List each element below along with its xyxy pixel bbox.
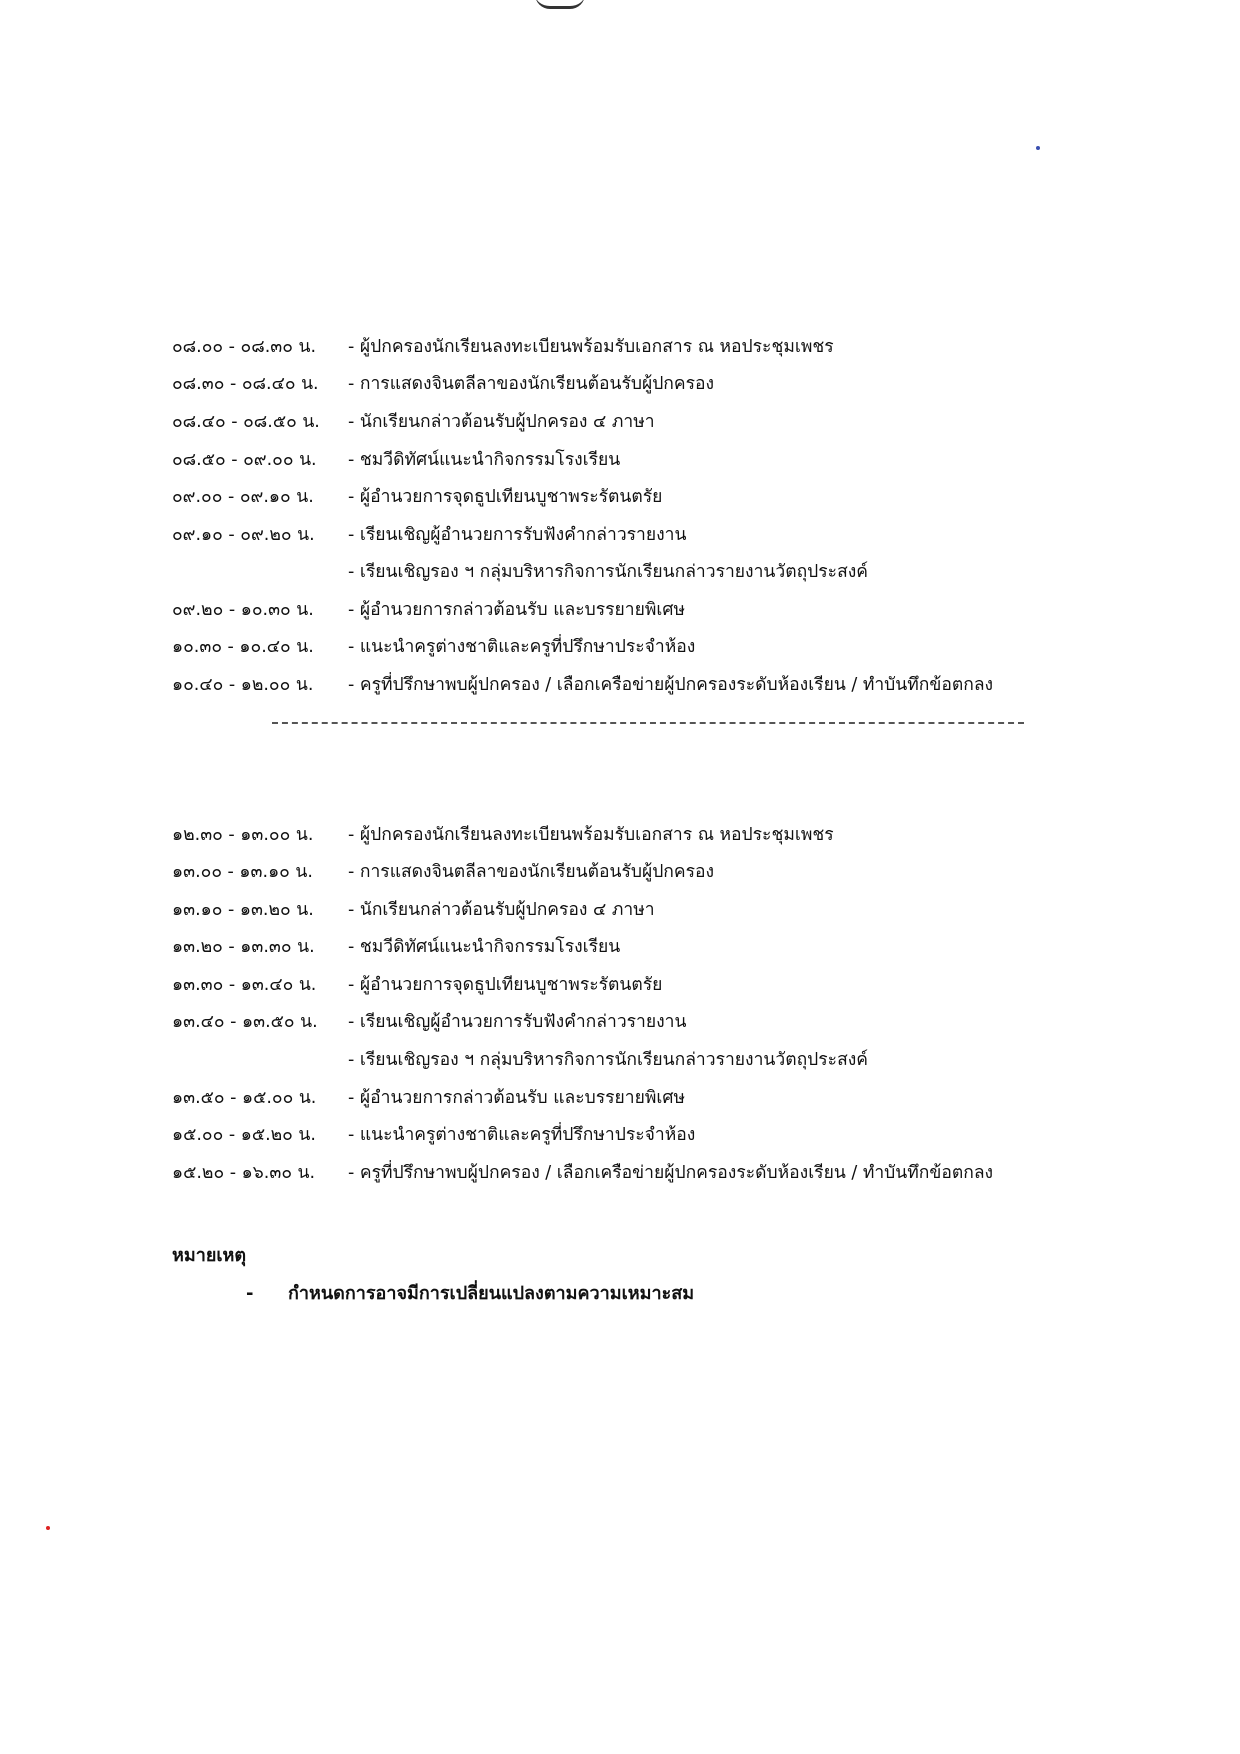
row-time: ๐๙.๐๐ - ๐๙.๑๐ น.	[172, 487, 314, 507]
row-activity: - เรียนเชิญผู้อำนวยการรับฟังคำกล่าวรายงาน	[348, 1012, 687, 1032]
row-time: ๐๘.๓๐ - ๐๘.๔๐ น.	[172, 374, 319, 394]
row-time: ๑๓.๑๐ - ๑๓.๒๐ น.	[172, 900, 314, 920]
row-time: ๑๓.๔๐ - ๑๓.๕๐ น.	[172, 1012, 318, 1032]
row-activity: - แนะนำครูต่างชาติและครูที่ปรึกษาประจำห้อง	[348, 1125, 696, 1145]
row-time: ๐๘.๕๐ - ๐๙.๐๐ น.	[172, 450, 317, 470]
row-time: ๑๓.๓๐ - ๑๓.๔๐ น.	[172, 975, 317, 995]
row-time: ๑๓.๕๐ - ๑๕.๐๐ น.	[172, 1088, 317, 1108]
note-bullet: -	[246, 1283, 254, 1304]
row-time: ๐๘.๐๐ - ๐๘.๓๐ น.	[172, 337, 317, 357]
row-activity: - การแสดงจินตลีลาของนักเรียนต้อนรับผู้ปกครอง	[348, 862, 715, 882]
row-activity: - แนะนำครูต่างชาติและครูที่ปรึกษาประจำห้อง	[348, 637, 696, 657]
row-activity: - การแสดงจินตลีลาของนักเรียนต้อนรับผู้ปกครอง	[348, 374, 715, 394]
note-title: หมายเหตุ	[172, 1245, 247, 1266]
row-time: ๐๘.๔๐ - ๐๘.๕๐ น.	[172, 412, 320, 432]
row-activity: - ครูที่ปรึกษาพบผู้ปกครอง / เลือกเครือข่ายผู้ปกครองระดับห้องเรียน / ทำบันทึกข้อตกลง	[348, 675, 994, 695]
ink-speck	[46, 1526, 50, 1530]
row-activity: - ผู้ปกครองนักเรียนลงทะเบียนพร้อมรับเอกสาร ณ หอประชุมเพชร	[348, 337, 834, 357]
row-activity: - เรียนเชิญรอง ฯ กลุ่มบริหารกิจการนักเรียนกล่าวรายงานวัตถุประสงค์	[348, 1050, 869, 1070]
note-item	[246, 1278, 694, 1307]
row-time: ๐๙.๑๐ - ๐๙.๒๐ น.	[172, 525, 315, 545]
row-time: ๑๓.๐๐ - ๑๓.๑๐ น.	[172, 862, 313, 882]
row-activity: - ผู้อำนวยการกล่าวต้อนรับ และบรรยายพิเศษ	[348, 1088, 686, 1108]
note-text: กำหนดการอาจมีการเปลี่ยนแปลงตามความเหมาะสม	[288, 1283, 695, 1304]
staple-mark	[535, 0, 585, 9]
row-activity: - ชมวีดิทัศน์แนะนำกิจกรรมโรงเรียน	[348, 450, 621, 470]
row-time: ๑๒.๓๐ - ๑๓.๐๐ น.	[172, 825, 314, 845]
row-activity: - ผู้อำนวยการจุดธูปเทียนบูชาพระรัตนตรัย	[348, 487, 663, 507]
row-time: ๐๙.๒๐ - ๑๐.๓๐ น.	[172, 600, 314, 620]
row-time: ๑๓.๒๐ - ๑๓.๓๐ น.	[172, 937, 315, 957]
row-activity: - ผู้อำนวยการกล่าวต้อนรับ และบรรยายพิเศษ	[348, 600, 686, 620]
row-time: ๑๕.๒๐ - ๑๖.๓๐ น.	[172, 1163, 316, 1183]
row-activity: - ผู้อำนวยการจุดธูปเทียนบูชาพระรัตนตรัย	[348, 975, 663, 995]
row-time: ๑๐.๔๐ - ๑๒.๐๐ น.	[172, 675, 314, 695]
row-activity: - ครูที่ปรึกษาพบผู้ปกครอง / เลือกเครือข่ายผู้ปกครองระดับห้องเรียน / ทำบันทึกข้อตกลง	[348, 1163, 994, 1183]
row-activity: - นักเรียนกล่าวต้อนรับผู้ปกครอง ๔ ภาษา	[348, 900, 655, 920]
row-time: ๑๐.๓๐ - ๑๐.๔๐ น.	[172, 637, 314, 657]
row-time: ๑๕.๐๐ - ๑๕.๒๐ น.	[172, 1125, 316, 1145]
row-activity: - เรียนเชิญรอง ฯ กลุ่มบริหารกิจการนักเรียนกล่าวรายงานวัตถุประสงค์	[348, 562, 869, 582]
row-activity: - ชมวีดิทัศน์แนะนำกิจกรรมโรงเรียน	[348, 937, 621, 957]
row-activity: - ผู้ปกครองนักเรียนลงทะเบียนพร้อมรับเอกสาร ณ หอประชุมเพชร	[348, 825, 834, 845]
ink-speck	[1036, 146, 1040, 150]
row-activity: - เรียนเชิญผู้อำนวยการรับฟังคำกล่าวรายงาน	[348, 525, 687, 545]
section-divider	[272, 722, 1024, 724]
row-activity: - นักเรียนกล่าวต้อนรับผู้ปกครอง ๔ ภาษา	[348, 412, 655, 432]
